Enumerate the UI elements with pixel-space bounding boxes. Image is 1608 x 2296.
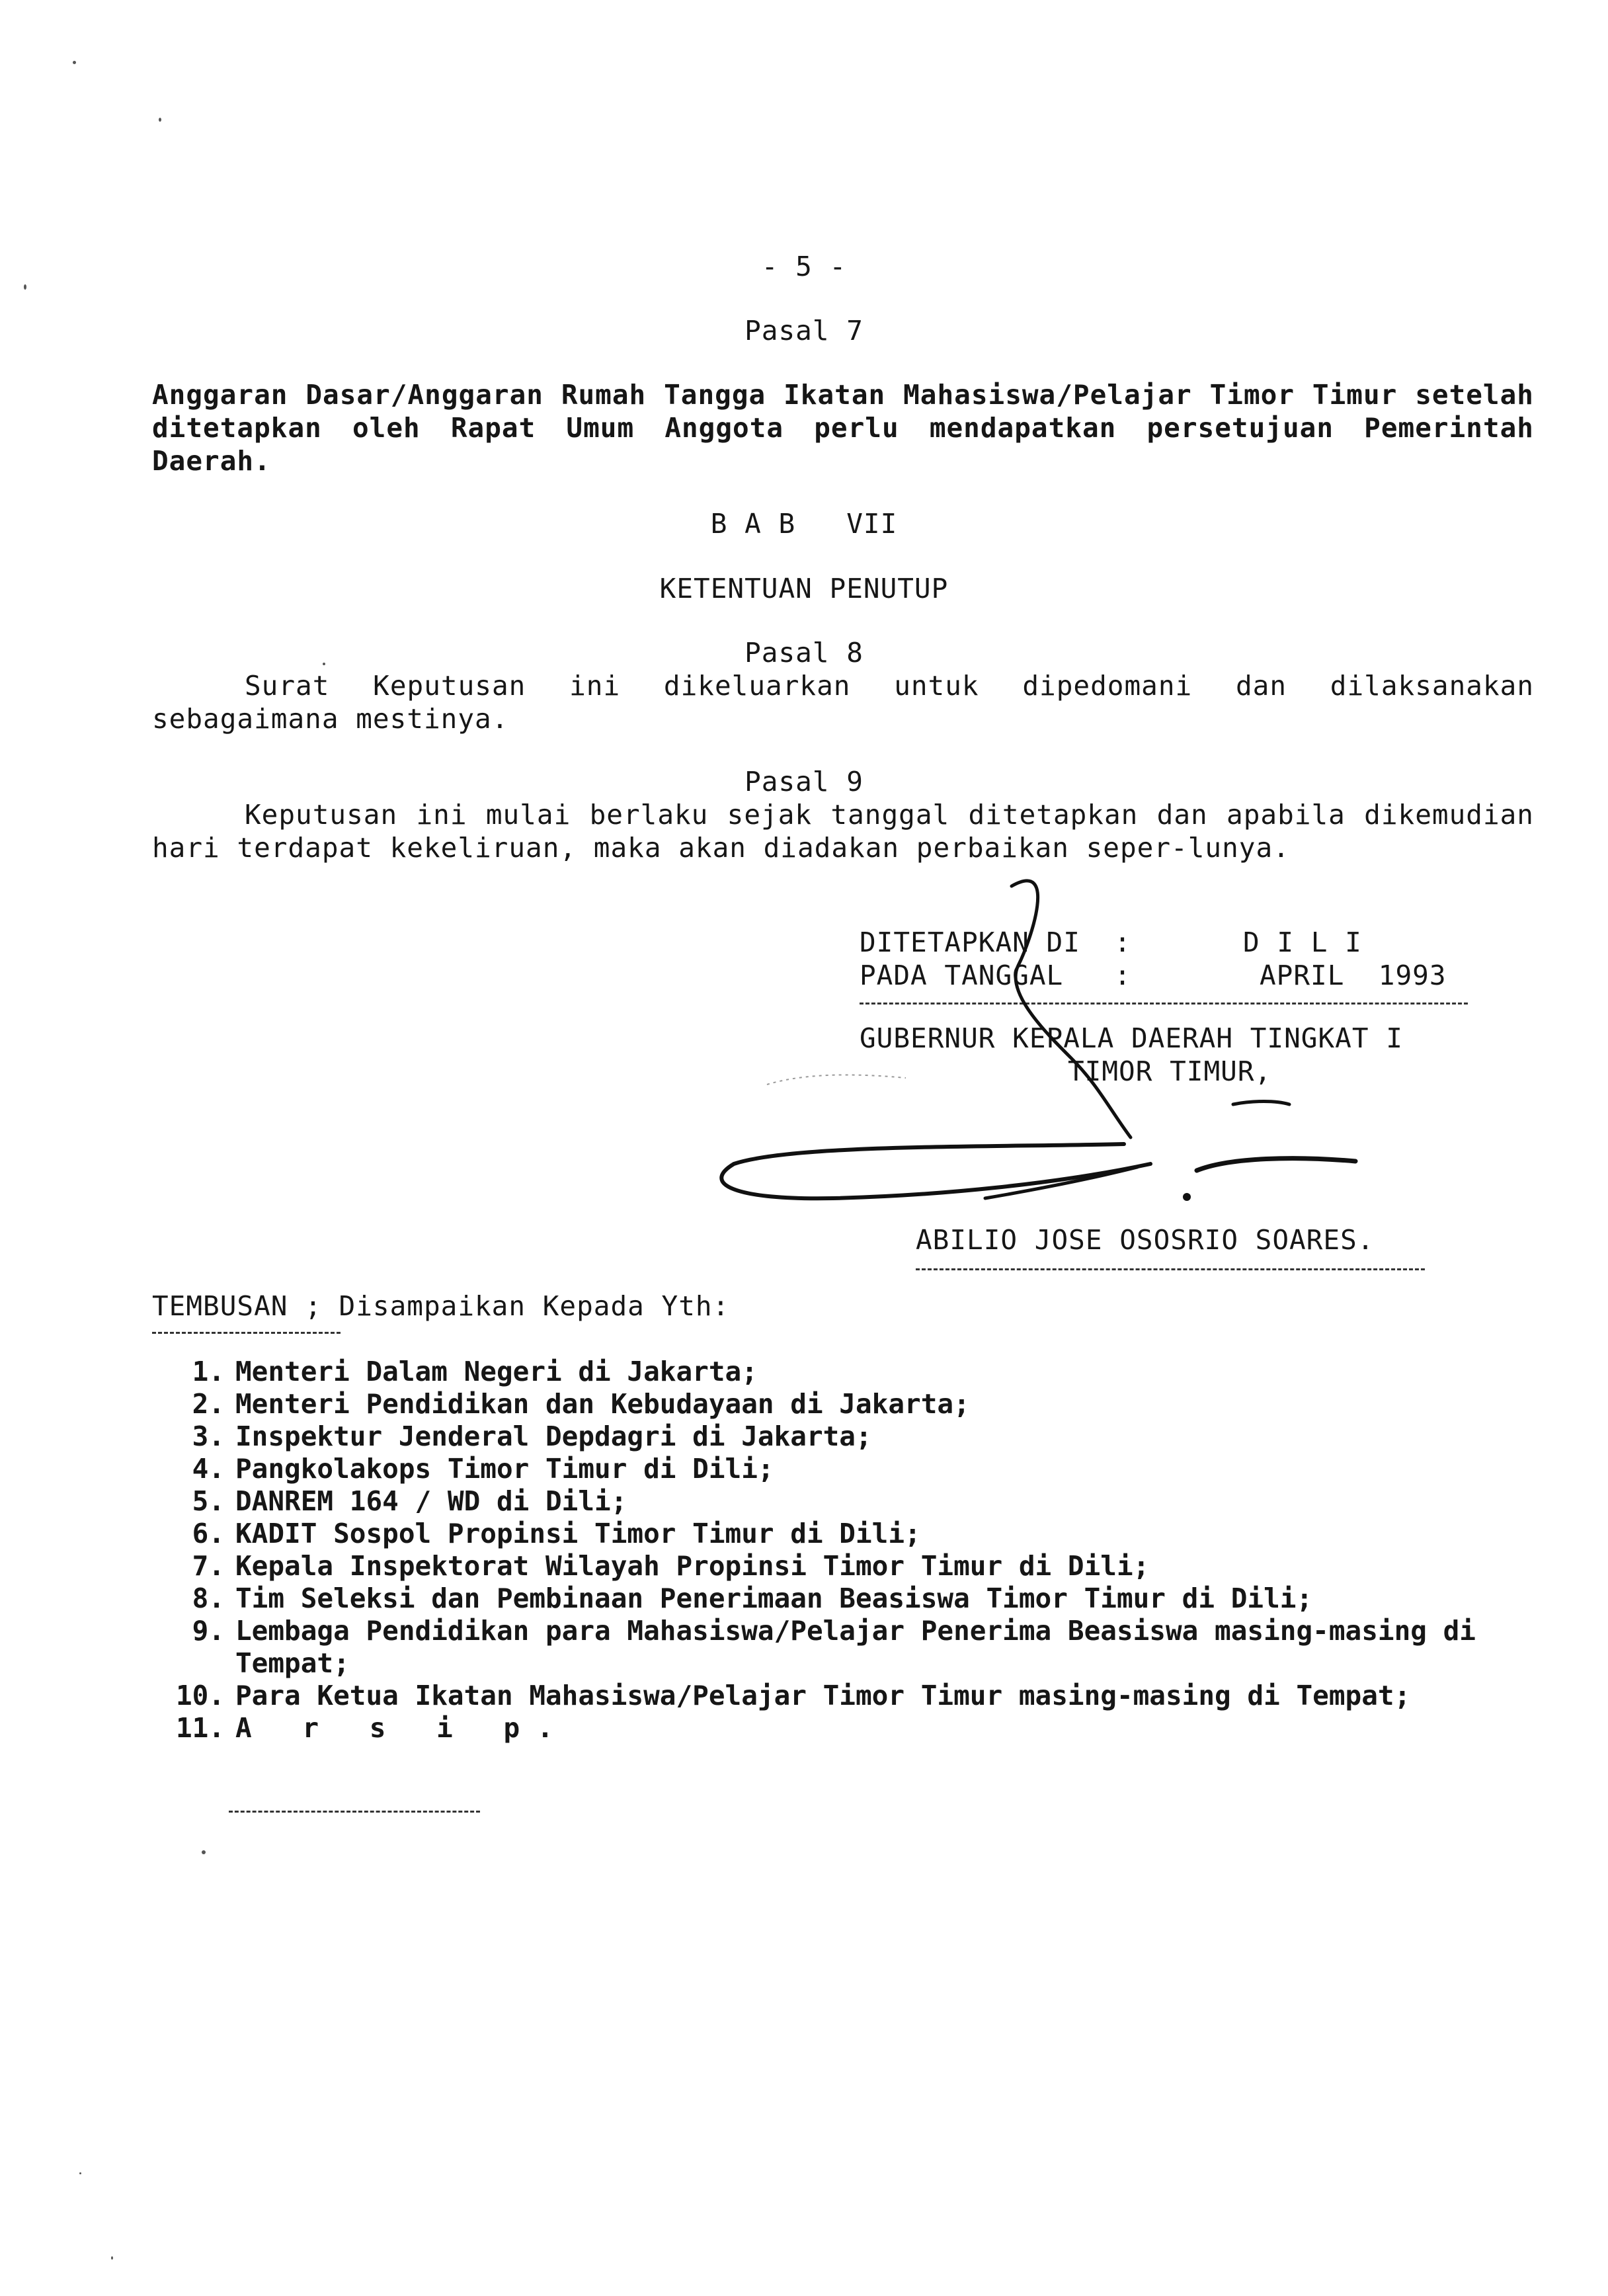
scan-speck <box>323 663 325 665</box>
pasal-8-text: Surat Keputusan ini dikeluarkan untuk dipedomani dan dilaksanakan sebagaimana mestinya. <box>152 670 1534 735</box>
scan-speck <box>24 284 26 290</box>
arsip-underline <box>229 1811 480 1813</box>
list-item <box>152 1550 1534 1582</box>
list-item <box>152 1388 1534 1420</box>
list-item-text: Tim Seleksi dan Pembinaan Penerimaan Beasiswa Timor Timur di Dili; <box>235 1582 1313 1614</box>
list-item-text: Lembaga Pendidikan para Mahasiswa/Pelajar Penerima Beasiswa masing-masing di Tempat; <box>235 1615 1476 1679</box>
list-item-number: 6. <box>192 1518 225 1549</box>
office-line-1: GUBERNUR KEPALA DAERAH TINGKAT I <box>860 1022 1403 1054</box>
scan-speck <box>111 2256 113 2260</box>
list-item-number: 8. <box>192 1582 225 1614</box>
scan-speck <box>73 61 76 64</box>
list-item-number: 2. <box>192 1388 225 1420</box>
chapter-subtitle: KETENTUAN PENUTUP <box>659 573 949 604</box>
list-item <box>152 1680 1534 1712</box>
pasal-7-title: Pasal 7 <box>744 315 864 347</box>
place-value: D I L I <box>1243 926 1362 958</box>
tembusan-list <box>152 1356 1534 1744</box>
pasal-9-text: Keputusan ini mulai berlaku sejak tanggal ditetapkan dan apabila dikemudian hari terdapat kekeliruan, maka akan diadakan perbaikan seper-lunya. <box>152 799 1534 864</box>
list-item-number: 5. <box>192 1485 225 1517</box>
list-item-number: 1. <box>192 1356 225 1387</box>
list-item-number: 9. <box>192 1615 225 1647</box>
list-item <box>152 1615 1534 1680</box>
chapter-title: B A B VII <box>710 508 898 540</box>
list-item-text: Menteri Pendidikan dan Kebudayaan di Jakarta; <box>235 1388 970 1420</box>
date-label: PADA TANGGAL : <box>860 960 1131 991</box>
tembusan-underline <box>152 1332 341 1334</box>
list-item-text: DANREM 164 / WD di Dili; <box>235 1485 627 1517</box>
list-item-number: 10. <box>175 1680 225 1711</box>
pasal-7-text: Anggaran Dasar/Anggaran Rumah Tangga Ikatan Mahasiswa/Pelajar Timor Timur setelah ditetapkan oleh Rapat Umum Anggota perlu mendapatkan persetujuan Pemerintah Daerah. <box>152 379 1534 477</box>
list-item-text: Pangkolakops Timor Timur di Dili; <box>235 1453 774 1485</box>
list-item <box>152 1485 1534 1518</box>
list-item-text: KADIT Sospol Propinsi Timor Timur di Dili; <box>235 1518 921 1549</box>
list-item-text: Inspektur Jenderal Depdagri di Jakarta; <box>235 1420 872 1452</box>
list-item <box>152 1582 1534 1615</box>
list-item-text: Kepala Inspektorat Wilayah Propinsi Timor Timur di Dili; <box>235 1550 1150 1582</box>
scan-speck <box>79 2172 81 2174</box>
pasal-9-title: Pasal 9 <box>744 766 864 798</box>
list-item-number: 7. <box>192 1550 225 1582</box>
list-item-number: 3. <box>192 1420 225 1452</box>
list-item-number: 11. <box>175 1712 225 1744</box>
list-item <box>152 1518 1534 1550</box>
list-item-text: A r s i p. <box>235 1712 571 1744</box>
pasal-8-title: Pasal 8 <box>744 637 864 669</box>
list-item <box>152 1712 1534 1744</box>
list-item-text: Para Ketua Ikatan Mahasiswa/Pelajar Timor Timur masing-masing di Tempat; <box>235 1680 1411 1711</box>
list-item <box>152 1453 1534 1485</box>
list-item-number: 4. <box>192 1453 225 1485</box>
list-item <box>152 1420 1534 1453</box>
signatory-name: ABILIO JOSE OSOSRIO SOARES. <box>916 1224 1375 1256</box>
scan-speck <box>202 1850 206 1854</box>
scan-speck <box>159 118 161 122</box>
office-line-2: TIMOR TIMUR, <box>1068 1055 1272 1087</box>
list-item <box>152 1356 1534 1388</box>
list-item-text: Menteri Dalam Negeri di Jakarta; <box>235 1356 758 1387</box>
page-number: - 5 - <box>761 251 847 282</box>
date-value: APRIL 1993 <box>1260 960 1447 991</box>
place-label: DITETAPKAN DI : <box>860 926 1131 958</box>
tembusan-heading: TEMBUSAN ; Disampaikan Kepada Yth: <box>152 1290 730 1322</box>
